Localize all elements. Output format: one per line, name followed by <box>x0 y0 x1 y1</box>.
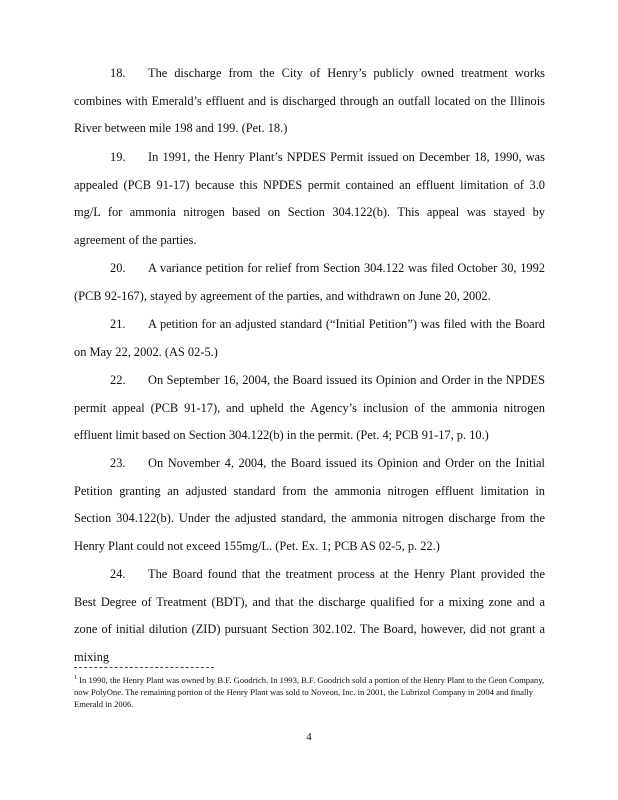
paragraph-text: The Board found that the treatment process at the Henry Plant provided the Best Degree of Treatment (BDT), and that the discharge qualified for a mixing zone and a zone of initial dilution (ZID) pursuant Section 302.102. The Board, however, did not grant a mixing <box>74 567 545 664</box>
paragraph-text: A petition for an adjusted standard (“Initial Petition”) was filed with the Board on May 22, 2002. (AS 02-5.) <box>74 317 545 359</box>
paragraph-number: 21. <box>110 317 126 331</box>
footnote-text: In 1990, the Henry Plant was owned by B.F. Goodrich. In 1993, B.F. Goodrich sold a portion of the Henry Plant to the Geon Company, now PolyOne. The remaining portion of the Henry Plant was sold to Noveon, Inc. in 2001, the Lubrizol Company in 2004 and finally Emerald in 2006. <box>74 674 545 709</box>
paragraph-text: A variance petition for relief from Section 304.122 was filed October 30, 1992 (PCB 92-167), stayed by agreement of the parties, and withdrawn on June 20, 2002. <box>74 261 545 303</box>
paragraph-number: 20. <box>110 261 126 275</box>
paragraph-number: 18. <box>110 66 126 80</box>
paragraph-text: In 1991, the Henry Plant’s NPDES Permit issued on December 18, 1990, was appealed (PCB 91-17) because this NPDES permit contained an effluent limitation of 3.0 mg/L for ammonia nitrogen based on Section 304.122(b). This appeal was stayed by agreement of the parties. <box>74 150 545 247</box>
paragraph-19 <box>74 144 545 254</box>
paragraph-number: 24. <box>110 567 126 581</box>
paragraph-23 <box>74 450 545 560</box>
paragraph-number: 19. <box>110 150 126 164</box>
paragraph-18 <box>74 60 545 143</box>
footnote <box>74 672 545 710</box>
paragraph-number: 22. <box>110 373 126 387</box>
footnote-divider <box>74 667 214 668</box>
footnote-marker: 1 <box>74 675 77 681</box>
paragraph-text: On November 4, 2004, the Board issued its Opinion and Order on the Initial Petition granting an adjusted standard from the ammonia nitrogen effluent limitation in Section 304.122(b). Under the adjusted standard, the ammonia nitrogen discharge from the Henry Plant could not exceed 155mg/L. (Pet. Ex. 1; PCB AS 02-5, p. 22.) <box>74 456 545 553</box>
paragraph-20 <box>74 255 545 310</box>
paragraph-number: 23. <box>110 456 126 470</box>
paragraph-21 <box>74 311 545 366</box>
paragraph-24 <box>74 561 545 671</box>
paragraph-text: On September 16, 2004, the Board issued its Opinion and Order in the NPDES permit appeal (PCB 91-17), and upheld the Agency’s inclusion of the ammonia nitrogen effluent limit based on Section 304.122(b) in the permit. (Pet. 4; PCB 91-17, p. 10.) <box>74 373 545 442</box>
paragraph-text: The discharge from the City of Henry’s publicly owned treatment works combines with Emerald’s effluent and is discharged through an outfall located on the Illinois River between mile 198 and 199. (Pet. 18.) <box>74 66 545 135</box>
page-number: 4 <box>306 731 312 743</box>
paragraph-22 <box>74 367 545 450</box>
